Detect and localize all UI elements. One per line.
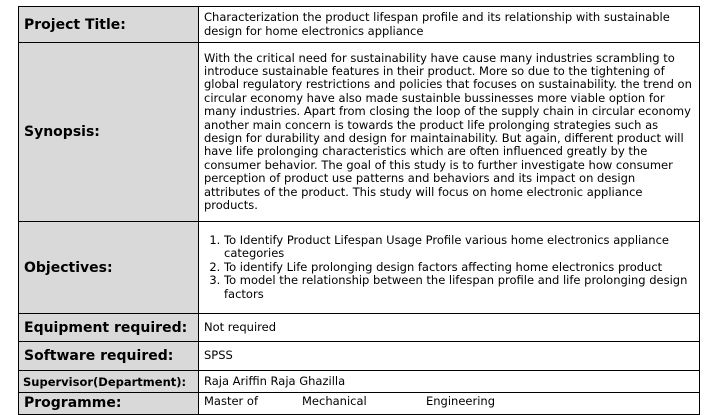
row-project-title — [19, 7, 700, 43]
software-value: SPSS — [199, 342, 700, 371]
project-title-label: Project Title: — [19, 7, 199, 43]
objectives-list — [204, 234, 693, 301]
supervisor-value: Raja Ariffin Raja Ghazilla — [199, 371, 700, 393]
synopsis-label: Synopsis: — [19, 43, 199, 222]
row-programme — [19, 393, 700, 415]
objectives-value — [199, 222, 700, 314]
supervisor-label: Supervisor(Department): — [19, 371, 199, 393]
project-sheet — [18, 6, 700, 415]
objectives-label: Objectives: — [19, 222, 199, 314]
software-label: Software required: — [19, 342, 199, 371]
row-supervisor — [19, 371, 700, 393]
equipment-label: Equipment required: — [19, 314, 199, 342]
objective-item: 1. To Identify Product Lifespan Usage Profile various home electronics appliance categories — [224, 234, 693, 261]
objective-item: 3. To model the relationship between the lifespan profile and life prolonging design factors — [224, 274, 693, 301]
project-title-value: Characterization the product lifespan profile and its relationship with sustainable design for home electronics appliance — [199, 7, 700, 43]
row-synopsis — [19, 43, 700, 222]
programme-part: Mechanical — [302, 394, 367, 408]
objective-item: 2. To identify Life prolonging design factors affecting home electronics product — [224, 261, 693, 274]
programme-value-line — [204, 395, 693, 408]
programme-part: Master of — [204, 394, 259, 408]
row-software — [19, 342, 700, 371]
programme-value — [199, 393, 700, 415]
row-equipment — [19, 314, 700, 342]
row-objectives — [19, 222, 700, 314]
equipment-value: Not required — [199, 314, 700, 342]
synopsis-value: With the critical need for sustainability have cause many industries scrambling to introduce sustainable features in their product. More so due to the tightening of global regulatory restrictions and policies that focuses on sustainability. the trend on circular economy have also made sustainble bussinesses more viable option for many industries. Apart from closing the loop of the supply chain in circular economy another main concern is towards the product life prolonging strategies such as design for durability and design for maintainability. But again, different product will have life prolonging characteristics which are often influenced greatly by the consumer behavior. The goal of this study is to further investigate how consumer perception of product use patterns and behaviors and its impact on design attributes of the product. This study will focus on home electronic appliance products. — [199, 43, 700, 222]
programme-part: Engineering — [426, 394, 495, 408]
programme-label: Programme: — [19, 393, 199, 415]
project-table — [18, 6, 700, 415]
